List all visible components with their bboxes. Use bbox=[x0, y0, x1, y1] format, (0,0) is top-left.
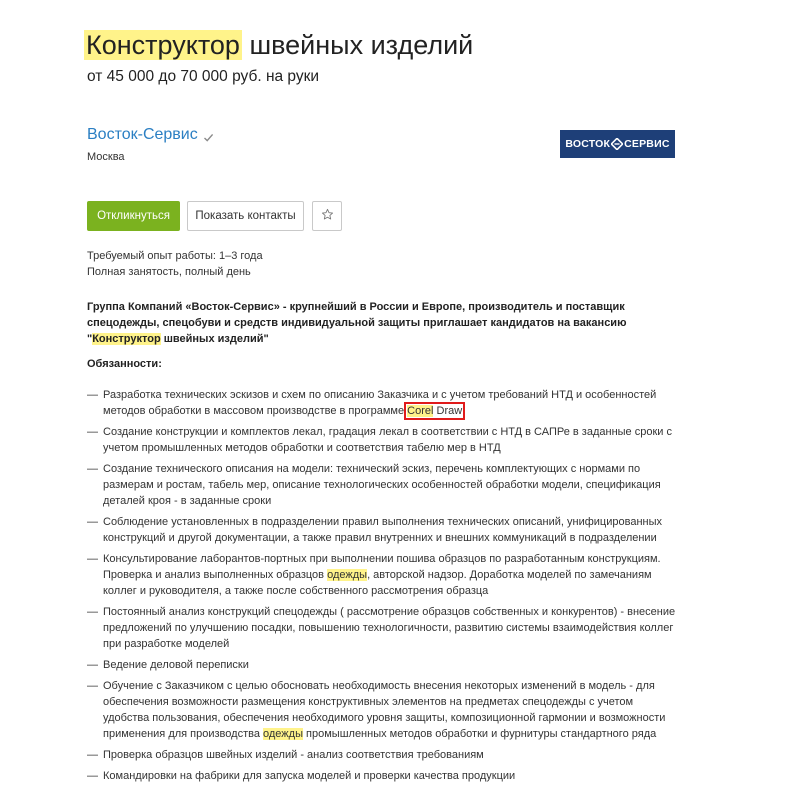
employer-logo[interactable] bbox=[560, 130, 675, 158]
duty-item bbox=[87, 604, 677, 652]
duties-list bbox=[87, 387, 677, 789]
duty-text: Обучение с Заказчиком с целью обосновать необходимость внесения некоторых изменений в модель - для обеспечения возможности размещения конструктивных элементов на предметах спецодежды с учетом удобства пользования, обеспечения необходимого уровня защиты, композиционной гармонии и возможности применения для производства bbox=[103, 680, 666, 740]
duty-text: Постоянный анализ конструкций спецодежды ( рассмотрение образцов собственных и конкурентов) - внесение предложений по улучшению посадки, повышению технологичности, развитию системы взаимодействия коллег при разработке моделей bbox=[103, 606, 676, 650]
intro-text-end: швейных изделий" bbox=[160, 333, 269, 345]
duty-text-end: промышленных методов обработки и фурнитуры стандартного ряда bbox=[302, 728, 657, 740]
employer-link[interactable]: Восток-Сервис bbox=[87, 126, 198, 143]
duty-text: Соблюдение установленных в подразделении правил выполнения технических описаний, унифицированных конструкций и другой документации, а также правил внутренних и внешних коммуникаций в подразделении bbox=[103, 516, 663, 544]
show-contacts-button[interactable]: Показать контакты bbox=[187, 201, 304, 231]
check-icon bbox=[203, 130, 214, 141]
dash-bullet: — bbox=[87, 553, 98, 565]
duty-item bbox=[87, 387, 677, 419]
dash-bullet: — bbox=[87, 680, 98, 692]
dash-bullet: — bbox=[87, 659, 98, 671]
duty-text: Консультирование лаборантов-портных при выполнении пошива образцов по разработанным конструкциям. Проверка и анализ выполненных образцов bbox=[103, 553, 661, 581]
duty-item bbox=[87, 768, 677, 784]
dash-bullet: — bbox=[87, 516, 98, 528]
employer-city: Москва bbox=[87, 151, 125, 163]
duties-heading: Обязанности: bbox=[87, 358, 162, 370]
employer-row bbox=[87, 126, 214, 144]
duty-text: Проверка образцов швейных изделий - анализ соответствия требованиям bbox=[103, 749, 484, 761]
duty-highlight: одежды bbox=[263, 728, 303, 740]
apply-button[interactable]: Откликнуться bbox=[87, 201, 180, 231]
intro-text: Группа Компаний «Восток-Сервис» - крупнейший в России и Европе, производитель и поставщик спецодежды, спецобуви и средств индивидуальной защиты приглашает кандидатов на вакансию " bbox=[87, 301, 627, 345]
logo-text-right: СЕРВИС bbox=[624, 138, 670, 150]
dash-bullet: — bbox=[87, 463, 98, 475]
duty-item bbox=[87, 747, 677, 763]
duty-text: Ведение деловой переписки bbox=[103, 659, 249, 671]
duty-item bbox=[87, 678, 677, 742]
duty-item bbox=[87, 424, 677, 456]
dash-bullet: — bbox=[87, 749, 98, 761]
duty-text: Создание технического описания на модели: технический эскиз, перечень комплектующих с нормами по размерам и ростам, табель мер, описание технологических особенностей обработки модели, спецификация деталей кроя - в заданные сроки bbox=[103, 463, 661, 507]
duty-item bbox=[87, 657, 677, 673]
employment-text: Полная занятость, полный день bbox=[87, 266, 251, 278]
title-rest: швейных изделий bbox=[241, 30, 474, 60]
duty-item bbox=[87, 514, 677, 546]
dash-bullet: — bbox=[87, 770, 98, 782]
dash-bullet: — bbox=[87, 389, 98, 401]
logo-mark-icon bbox=[611, 138, 623, 150]
duty-item bbox=[87, 551, 677, 599]
duty-text-end: , авторской надзор. Доработка моделей по замечаниям коллег и руководителя, а также после собственного рассмотрения образца bbox=[103, 569, 652, 597]
duty-highlight: Corel bbox=[407, 405, 434, 417]
logo-text-left: ВОСТОК bbox=[565, 138, 611, 150]
duty-text: Создание конструкции и комплектов лекал, градация лекал в соответствии с НТД в САПРе в заданные сроки с учетом промышленных методов обработки и соответствия табелю мер в НТД bbox=[103, 426, 672, 454]
title-highlight: Конструктор bbox=[86, 30, 240, 60]
duty-highlight: одежды bbox=[327, 569, 368, 581]
duty-text: Разработка технических эскизов и схем по описанию Заказчика и с учетом требований НТД и особенностей методов обработки в массовом производстве в программе bbox=[103, 389, 657, 417]
duty-text: Командировки на фабрики для запуска моделей и проверки качества продукции bbox=[103, 770, 516, 782]
favorite-button[interactable] bbox=[312, 201, 342, 231]
duty-text-end: Draw bbox=[433, 405, 463, 417]
dash-bullet: — bbox=[87, 606, 98, 618]
dash-bullet: — bbox=[87, 426, 98, 438]
intro-highlight: Конструктор bbox=[92, 333, 161, 345]
star-icon bbox=[321, 208, 334, 224]
salary: от 45 000 до 70 000 руб. на руки bbox=[87, 68, 320, 85]
vacancy-title bbox=[86, 26, 473, 64]
annotation-box bbox=[407, 405, 462, 417]
experience-text: Требуемый опыт работы: 1–3 года bbox=[87, 250, 263, 262]
duty-item bbox=[87, 461, 677, 509]
intro-paragraph bbox=[87, 299, 677, 347]
